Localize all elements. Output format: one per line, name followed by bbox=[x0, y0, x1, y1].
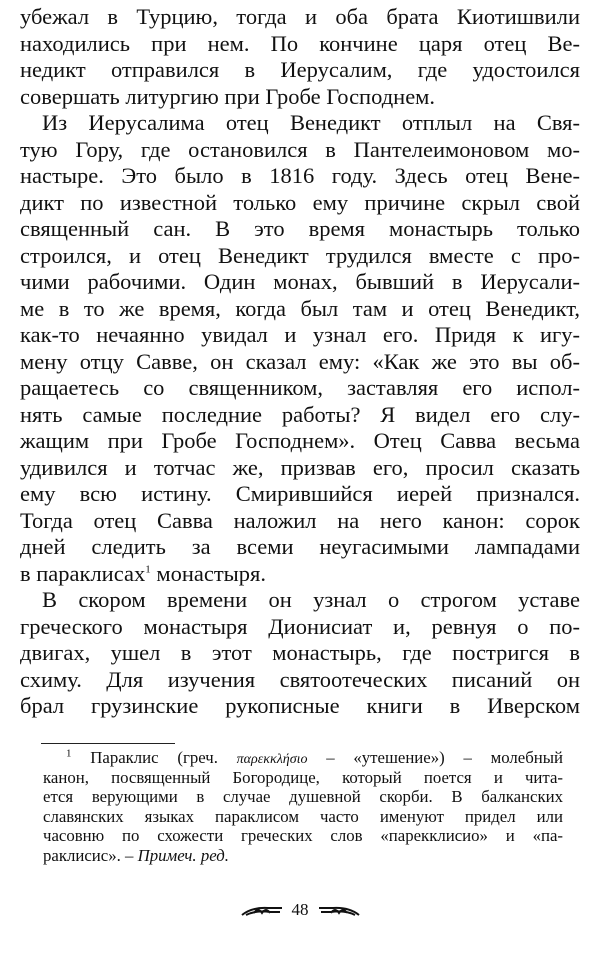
text-line: греческого монастыря Дионисиат и, ревнуя о по- bbox=[20, 613, 580, 639]
footnote-text: раклисис». – bbox=[43, 845, 138, 865]
text-line: убежал в Турцию, тогда и оба брата Киотишвили bbox=[20, 4, 580, 29]
text-line: ему всю истину. Смирившийся иерей признался. bbox=[20, 481, 580, 506]
text-line: В скором времени он узнал о строгом уставе bbox=[42, 587, 580, 612]
ornament-right-icon bbox=[317, 904, 361, 918]
text-line: ращаетесь со священником, заставляя его испол- bbox=[20, 375, 580, 400]
main-text bbox=[20, 4, 580, 720]
text-line: дикт по известной только ему причине скрыл свой bbox=[20, 189, 580, 215]
text-line: нять самые последние работы? Я видел его слу- bbox=[20, 401, 580, 427]
text-line: Тогда отец Савва наложил на него канон: сорок bbox=[20, 507, 580, 533]
text-line: двигах, ушел в этот монастырь, где постригся в bbox=[20, 640, 580, 665]
text-line: находились при нем. По кончине царя отец Ве- bbox=[20, 30, 580, 56]
footnote-line: часовню по схожести греческих слов «парекклисио» и «па- bbox=[43, 826, 563, 845]
footnote-divider bbox=[41, 743, 175, 744]
text-line: тую Гору, где остановился в Пантелеимоновом мо- bbox=[20, 136, 580, 162]
text-line: совершать литургию при Гробе Господнем. bbox=[20, 83, 436, 109]
footnote-line: ется верующими в случае душевной скорби. В балканских bbox=[43, 787, 563, 806]
footnote bbox=[43, 748, 563, 865]
ornament-left-icon bbox=[240, 904, 284, 918]
footnote-line: славянских языках параклисом часто именуют придел или bbox=[43, 806, 563, 826]
text-line: в параклисах$^1$ монастыря. bbox=[20, 560, 267, 586]
footnote-text: Параклис (греч. bbox=[71, 748, 237, 767]
footnote-marker: 1 bbox=[66, 747, 72, 760]
text-line: чими рабочими. Один монах, бывший в Иерусали- bbox=[20, 269, 580, 294]
text-line: как-то нечаянно увидал и узнал его. Придя к игу- bbox=[20, 322, 580, 347]
text-line: брал грузинские рукописные книги в Иверском bbox=[20, 693, 580, 718]
text-line: жащим при Гробе Господнем». Отец Савва весьма bbox=[20, 428, 580, 453]
editor-note: Примеч. ред. bbox=[137, 845, 229, 865]
footnote-text: – «утешение») – молебный bbox=[307, 748, 563, 767]
text-line: строился, и отец Венедикт трудился вместе с про- bbox=[20, 242, 580, 268]
text-line: Из Иерусалима отец Венедикт отплыл на Свя- bbox=[42, 110, 580, 135]
text-line: дней следить за всеми неугасимыми лампадами bbox=[20, 534, 580, 559]
text-line: удивился и тотчас же, призвав его, просил сказать bbox=[20, 454, 580, 480]
footnote-line: канон, посвященный Богородице, который поется и чита- bbox=[43, 767, 563, 787]
page-number: 48 bbox=[291, 900, 309, 919]
page-footer bbox=[0, 900, 600, 920]
text-line: недикт отправился в Иерусалим, где удостоился bbox=[20, 57, 580, 82]
text-line: ме в то же время, когда был там и отец Венедикт, bbox=[20, 295, 580, 321]
text-line: схиму. Для изучения святоотеческих писаний он bbox=[20, 666, 580, 692]
text-line: священный сан. В это время монастырь только bbox=[20, 216, 580, 241]
text-line: мену отцу Савве, он сказал ему: «Как же это вы об- bbox=[20, 348, 580, 374]
footnote-reference[interactable]: 1 bbox=[145, 563, 151, 575]
greek-word: παρεκκλήσιο bbox=[236, 752, 308, 767]
text-line: настыре. Это было в 1816 году. Здесь отец Вене- bbox=[20, 163, 580, 188]
